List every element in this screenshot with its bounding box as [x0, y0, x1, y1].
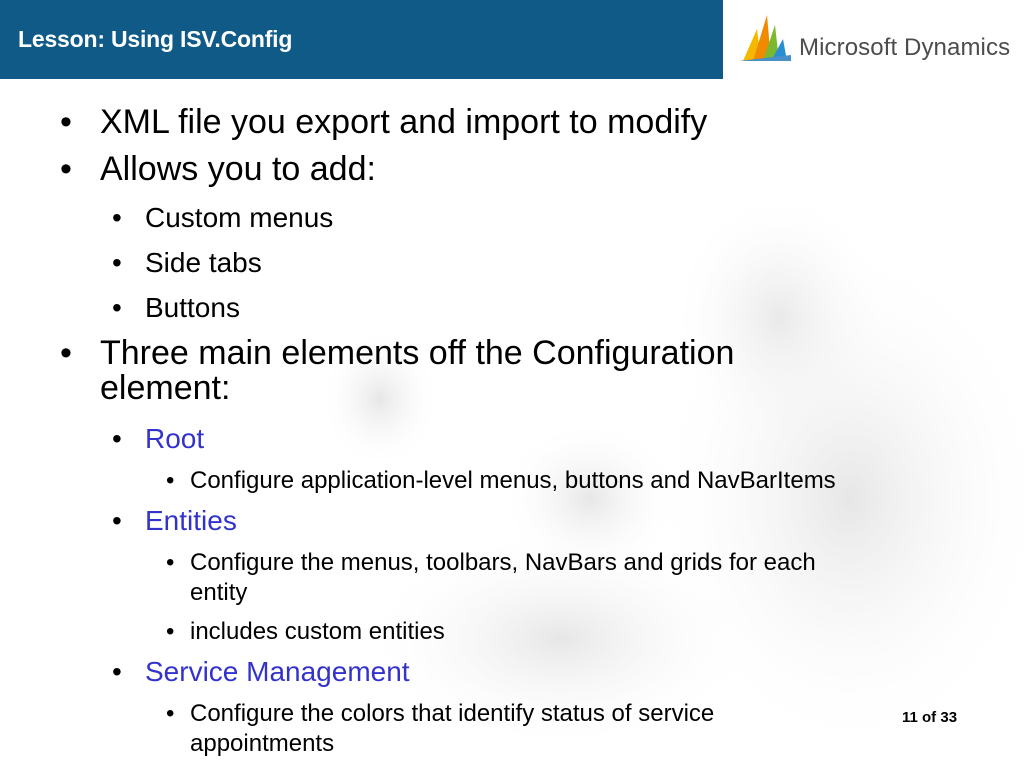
slide-body: • XML file you export and import to modify • Allows you to add: • Custom menus • Side tabs • Buttons • Three main elements off the Configuration element: • Root • Configure application-level menus, buttons and NavBarItems • Entities • Configure the menus, toolbars, NavBars and grids for each entity • includes custom entities • Service Management • Configure the colors that identify status of service appointments	[60, 103, 836, 757]
page-number: 11 of 33	[902, 709, 958, 726]
slide-title: Lesson: Using ISV.Config	[18, 26, 293, 52]
microsoft-dynamics-logo-icon	[739, 11, 791, 63]
logo-text: Microsoft Dynamics	[799, 34, 1011, 61]
logo-box	[723, 0, 1024, 79]
